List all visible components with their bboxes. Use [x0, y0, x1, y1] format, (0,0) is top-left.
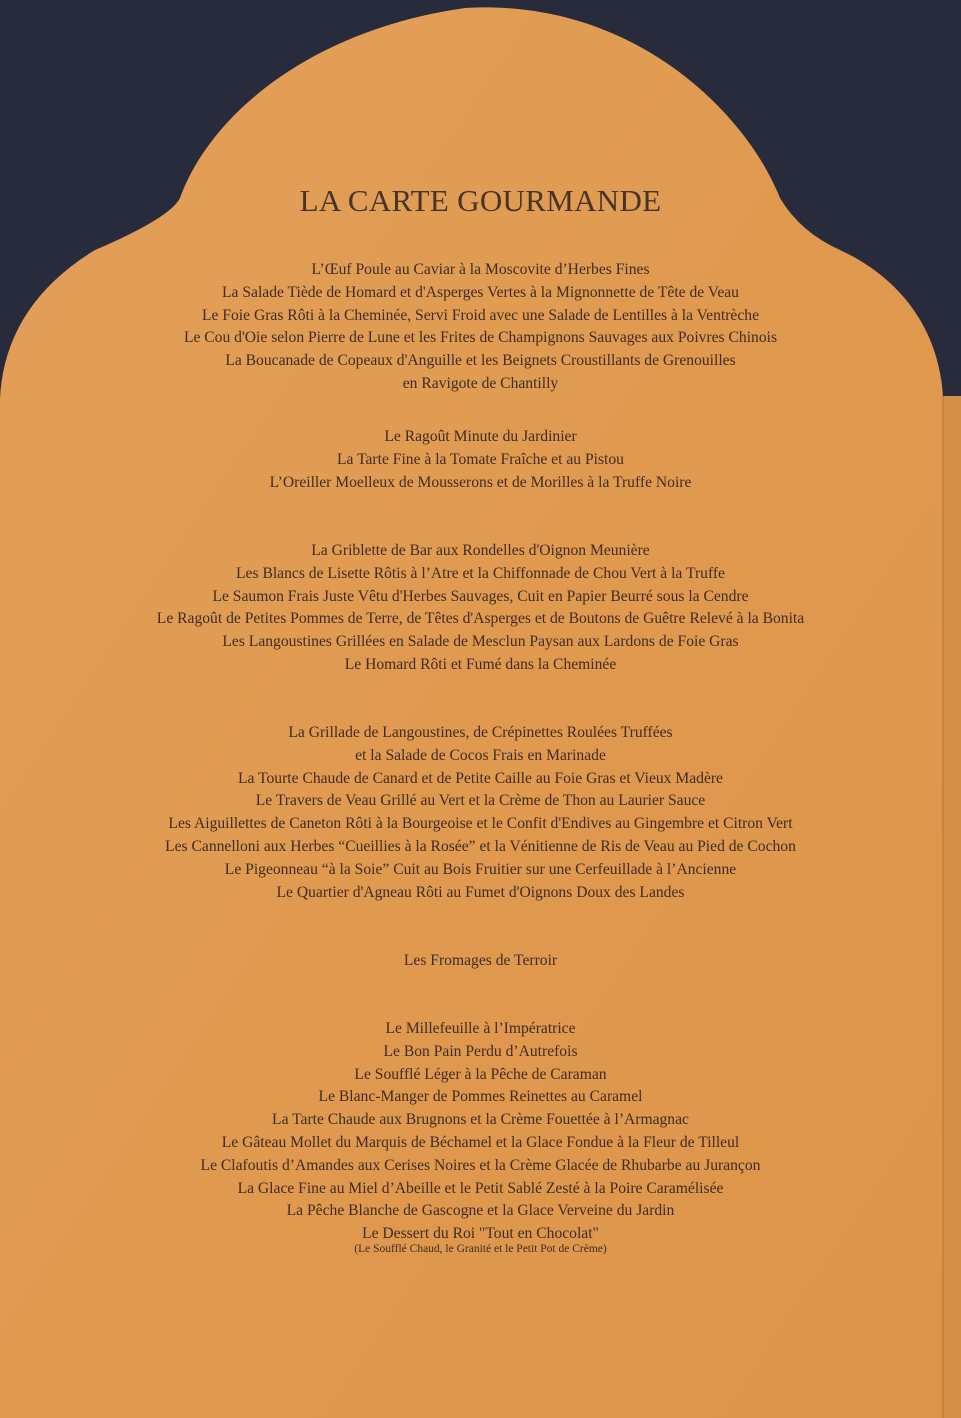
menu-item: Les Blancs de Lisette Rôtis à l’Atre et la Chiffonnade de Chou Vert à la Truffe	[236, 564, 725, 582]
menu-item: Le Millefeuille à l’Impératrice	[385, 1020, 576, 1037]
menu-item: La Pêche Blanche de Gascogne et la Glace Verveine du Jardin	[286, 1202, 675, 1220]
menu-item: Le Dessert du Roi "Tout en Chocolat"	[362, 1225, 599, 1243]
menu-item: Le Cou d'Oie selon Pierre de Lune et les Frites de Champignons Sauvages aux Poivres Chinois	[183, 329, 778, 347]
menu-item: Le Gâteau Mollet du Marquis de Béchamel et la Glace Fondue à la Fleur de Tilleul	[221, 1133, 740, 1151]
menu-item: Le Bon Pain Perdu d’Autrefois	[383, 1042, 578, 1060]
menu-item: Le Pigeonneau “à la Soie” Cuit au Bois Fruitier sur une Cerfeuillade à l’Ancienne	[224, 860, 737, 878]
section-vegetables	[0, 426, 961, 494]
menu-item: Les Aiguillettes de Caneton Rôti à la Bourgeoise et le Confit d'Endives au Gingembre et Citron Vert	[168, 815, 793, 833]
menu-item: La Tarte Chaude aux Brugnons et la Crème Fouettée à l’Armagnac	[272, 1111, 689, 1129]
menu-item: Le Foie Gras Rôti à la Cheminée, Servi Froid avec une Salade de Lentilles à la Ventrèche	[201, 306, 759, 324]
menu-item: et la Salade de Cocos Frais en Marinade	[355, 746, 606, 764]
section-fish	[0, 540, 961, 677]
menu-item: Le Quartier d'Agneau Rôti au Fumet d'Oignons Doux des Landes	[276, 883, 685, 901]
menu-item: L’Œuf Poule au Caviar à la Moscovite d’Herbes Fines	[311, 261, 650, 278]
menu-item: La Salade Tiède de Homard et d'Asperges Vertes à la Mignonnette de Tête de Veau	[222, 283, 739, 301]
menu-item: en Ravigote de Chantilly	[402, 374, 559, 392]
menu-item: Le Ragoût de Petites Pommes de Terre, de Têtes d'Asperges et de Boutons de Guêtre Relevé à la Bonita	[156, 610, 805, 628]
menu-item: La Grillade de Langoustines, de Crépinettes Roulées Truffées	[288, 724, 673, 741]
menu-item: Le Saumon Frais Juste Vêtu d'Herbes Sauvages, Cuit en Papier Beurré sous la Cendre	[212, 587, 749, 605]
menu-item: Le Blanc-Manger de Pommes Reinettes au Caramel	[318, 1088, 643, 1106]
menu-item: Le Travers de Veau Grillé au Vert et la Crème de Thon au Laurier Sauce	[255, 792, 706, 810]
dessert-note: (Le Soufflé Chaud, le Granité et le Petit Pot de Crème)	[354, 1242, 607, 1255]
menu-item: Les Langoustines Grillées en Salade de Mesclun Paysan aux Lardons de Foie Gras	[222, 633, 739, 651]
menu-item: Le Homard Rôti et Fumé dans la Cheminée	[344, 655, 617, 673]
menu-item: Le Soufflé Léger à la Pêche de Caraman	[354, 1065, 607, 1083]
menu-item: L’Oreiller Moelleux de Mousserons et de Morilles à la Truffe Noire	[269, 473, 692, 491]
menu-item: Le Ragoût Minute du Jardinier	[384, 428, 577, 445]
menu-item: La Griblette de Bar aux Rondelles d'Oignon Meunière	[311, 542, 650, 559]
menu-item: Les Fromages de Terroir	[403, 952, 558, 969]
section-meats	[0, 722, 961, 904]
menu-item: La Tarte Fine à la Tomate Fraîche et au Pistou	[337, 450, 624, 468]
menu-item: Les Cannelloni aux Herbes “Cueillies à la Rosée” et la Vénitienne de Ris de Veau au Pied de Cochon	[165, 837, 796, 855]
menu-item: La Tourte Chaude de Canard et de Petite Caille au Foie Gras et Vieux Madère	[238, 769, 723, 787]
menu-item: Le Clafoutis d’Amandes aux Cerises Noires et la Crème Glacée de Rhubarbe au Jurançon	[200, 1156, 761, 1174]
section-desserts	[0, 1018, 961, 1256]
menu-title: LA CARTE GOURMANDE	[299, 183, 662, 218]
menu-item: La Boucanade de Copeaux d'Anguille et les Beignets Croustillants de Grenouilles	[225, 352, 736, 370]
section-starters	[0, 259, 961, 396]
menu-item: La Glace Fine au Miel d’Abeille et le Petit Sablé Zesté à la Poire Caramélisée	[237, 1179, 724, 1197]
section-cheeses	[0, 950, 961, 973]
